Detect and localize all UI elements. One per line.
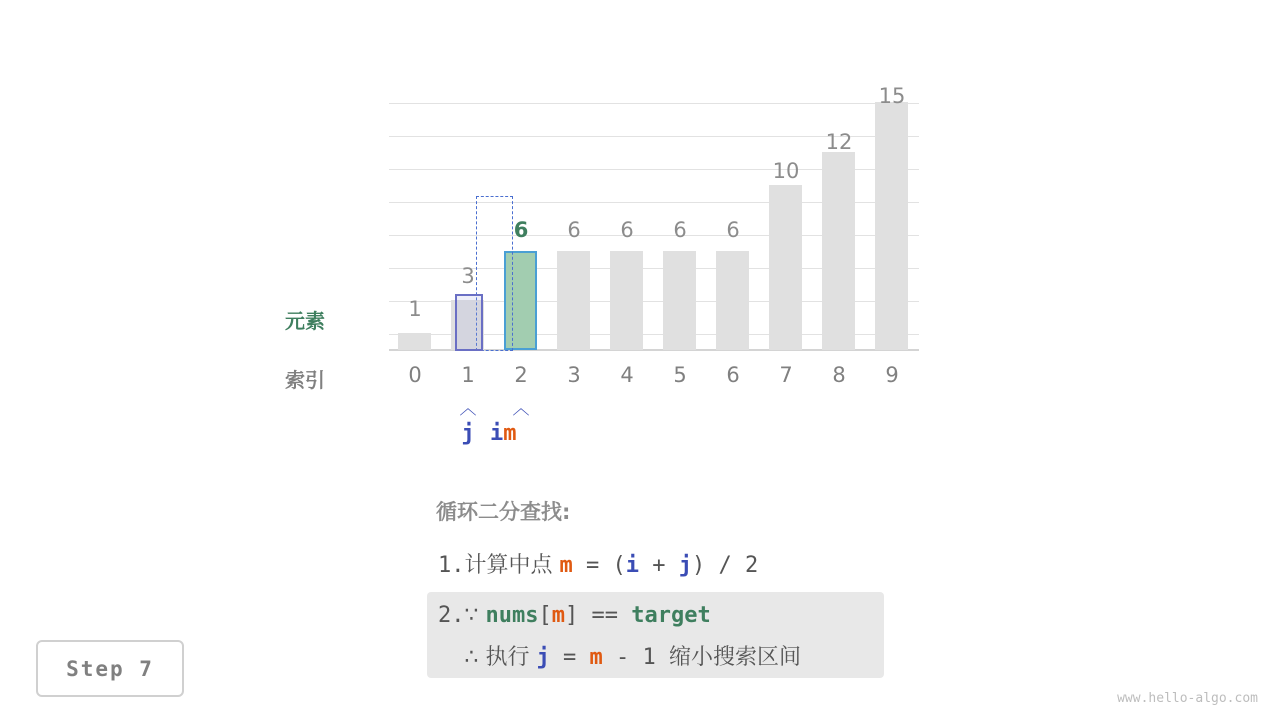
step1-number: 1. <box>438 553 465 578</box>
bar-value-6: 6 <box>726 218 740 242</box>
step1-text-c: ) / 2 <box>691 553 759 578</box>
step2-m: m <box>551 603 565 628</box>
bar-value-9: 15 <box>878 84 906 108</box>
row-label-index: 索引 <box>285 368 325 392</box>
bar-value-1: 3 <box>461 264 475 288</box>
step1-i: i <box>625 553 639 578</box>
bar-value-3: 6 <box>567 218 581 242</box>
index-tick-8: 8 <box>832 363 846 387</box>
bar-value-4: 6 <box>620 218 634 242</box>
pointer-j-text: j <box>461 421 475 446</box>
row-label-element: 元素 <box>285 309 325 333</box>
index-tick-0: 0 <box>408 363 422 387</box>
bar-8 <box>822 152 855 350</box>
index-tick-4: 4 <box>620 363 634 387</box>
bar-value-0: 1 <box>408 297 422 321</box>
bar-5 <box>663 251 696 350</box>
step2-target: target <box>631 603 711 628</box>
step3-m: m <box>589 645 603 670</box>
step2-bracket-close: ] <box>564 603 579 628</box>
pointer-i-text: i <box>490 421 504 446</box>
explanation-step-3 <box>438 640 801 671</box>
step1-text-a: 计算中点 <box>464 553 560 578</box>
watermark: www.hello-algo.com <box>1117 691 1258 706</box>
step3-tail: 缩小搜索区间 <box>668 645 801 670</box>
index-tick-3: 3 <box>567 363 581 387</box>
explanation-heading: 循环二分查找: <box>436 500 571 524</box>
index-tick-9: 9 <box>885 363 899 387</box>
bar-value-2: 6 <box>513 218 529 242</box>
pointer-box-j <box>455 294 483 351</box>
step3-therefore: ∴ 执行 <box>464 645 537 670</box>
pointer-label-im <box>490 421 550 446</box>
index-tick-2: 2 <box>514 363 528 387</box>
step3-eq: = <box>549 645 590 670</box>
bar-0 <box>398 333 431 350</box>
explanation-step-2 <box>438 603 711 628</box>
bar-value-8: 12 <box>825 130 853 154</box>
pointer-caret-i: ︿ <box>512 399 530 419</box>
index-tick-1: 1 <box>461 363 475 387</box>
bar-4 <box>610 251 643 350</box>
step-badge: Step 7 <box>36 640 184 697</box>
step2-number: 2. <box>438 603 465 628</box>
index-tick-6: 6 <box>726 363 740 387</box>
step1-plus: + <box>638 553 679 578</box>
index-tick-7: 7 <box>779 363 793 387</box>
bar-9 <box>875 102 908 350</box>
bar-3 <box>557 251 590 350</box>
step2-because: ∵ <box>464 603 486 628</box>
step3-j: j <box>536 645 550 670</box>
pointer-label-j <box>448 421 488 446</box>
explanation-step-1 <box>438 548 758 579</box>
bar-6 <box>716 251 749 350</box>
step1-m: m <box>559 553 573 578</box>
index-tick-5: 5 <box>673 363 687 387</box>
pointer-m-text: m <box>503 421 517 446</box>
bar-value-7: 10 <box>772 159 800 183</box>
step2-eq: == <box>578 603 632 628</box>
step1-text-b: = ( <box>572 553 626 578</box>
pointer-caret-j: ︿ <box>459 399 477 419</box>
step2-nums: nums <box>485 603 539 628</box>
bar-value-5: 6 <box>673 218 687 242</box>
step2-bracket-open: [ <box>538 603 552 628</box>
step3-minus: - 1 <box>602 645 669 670</box>
bar-7 <box>769 185 802 350</box>
step1-j: j <box>678 553 692 578</box>
